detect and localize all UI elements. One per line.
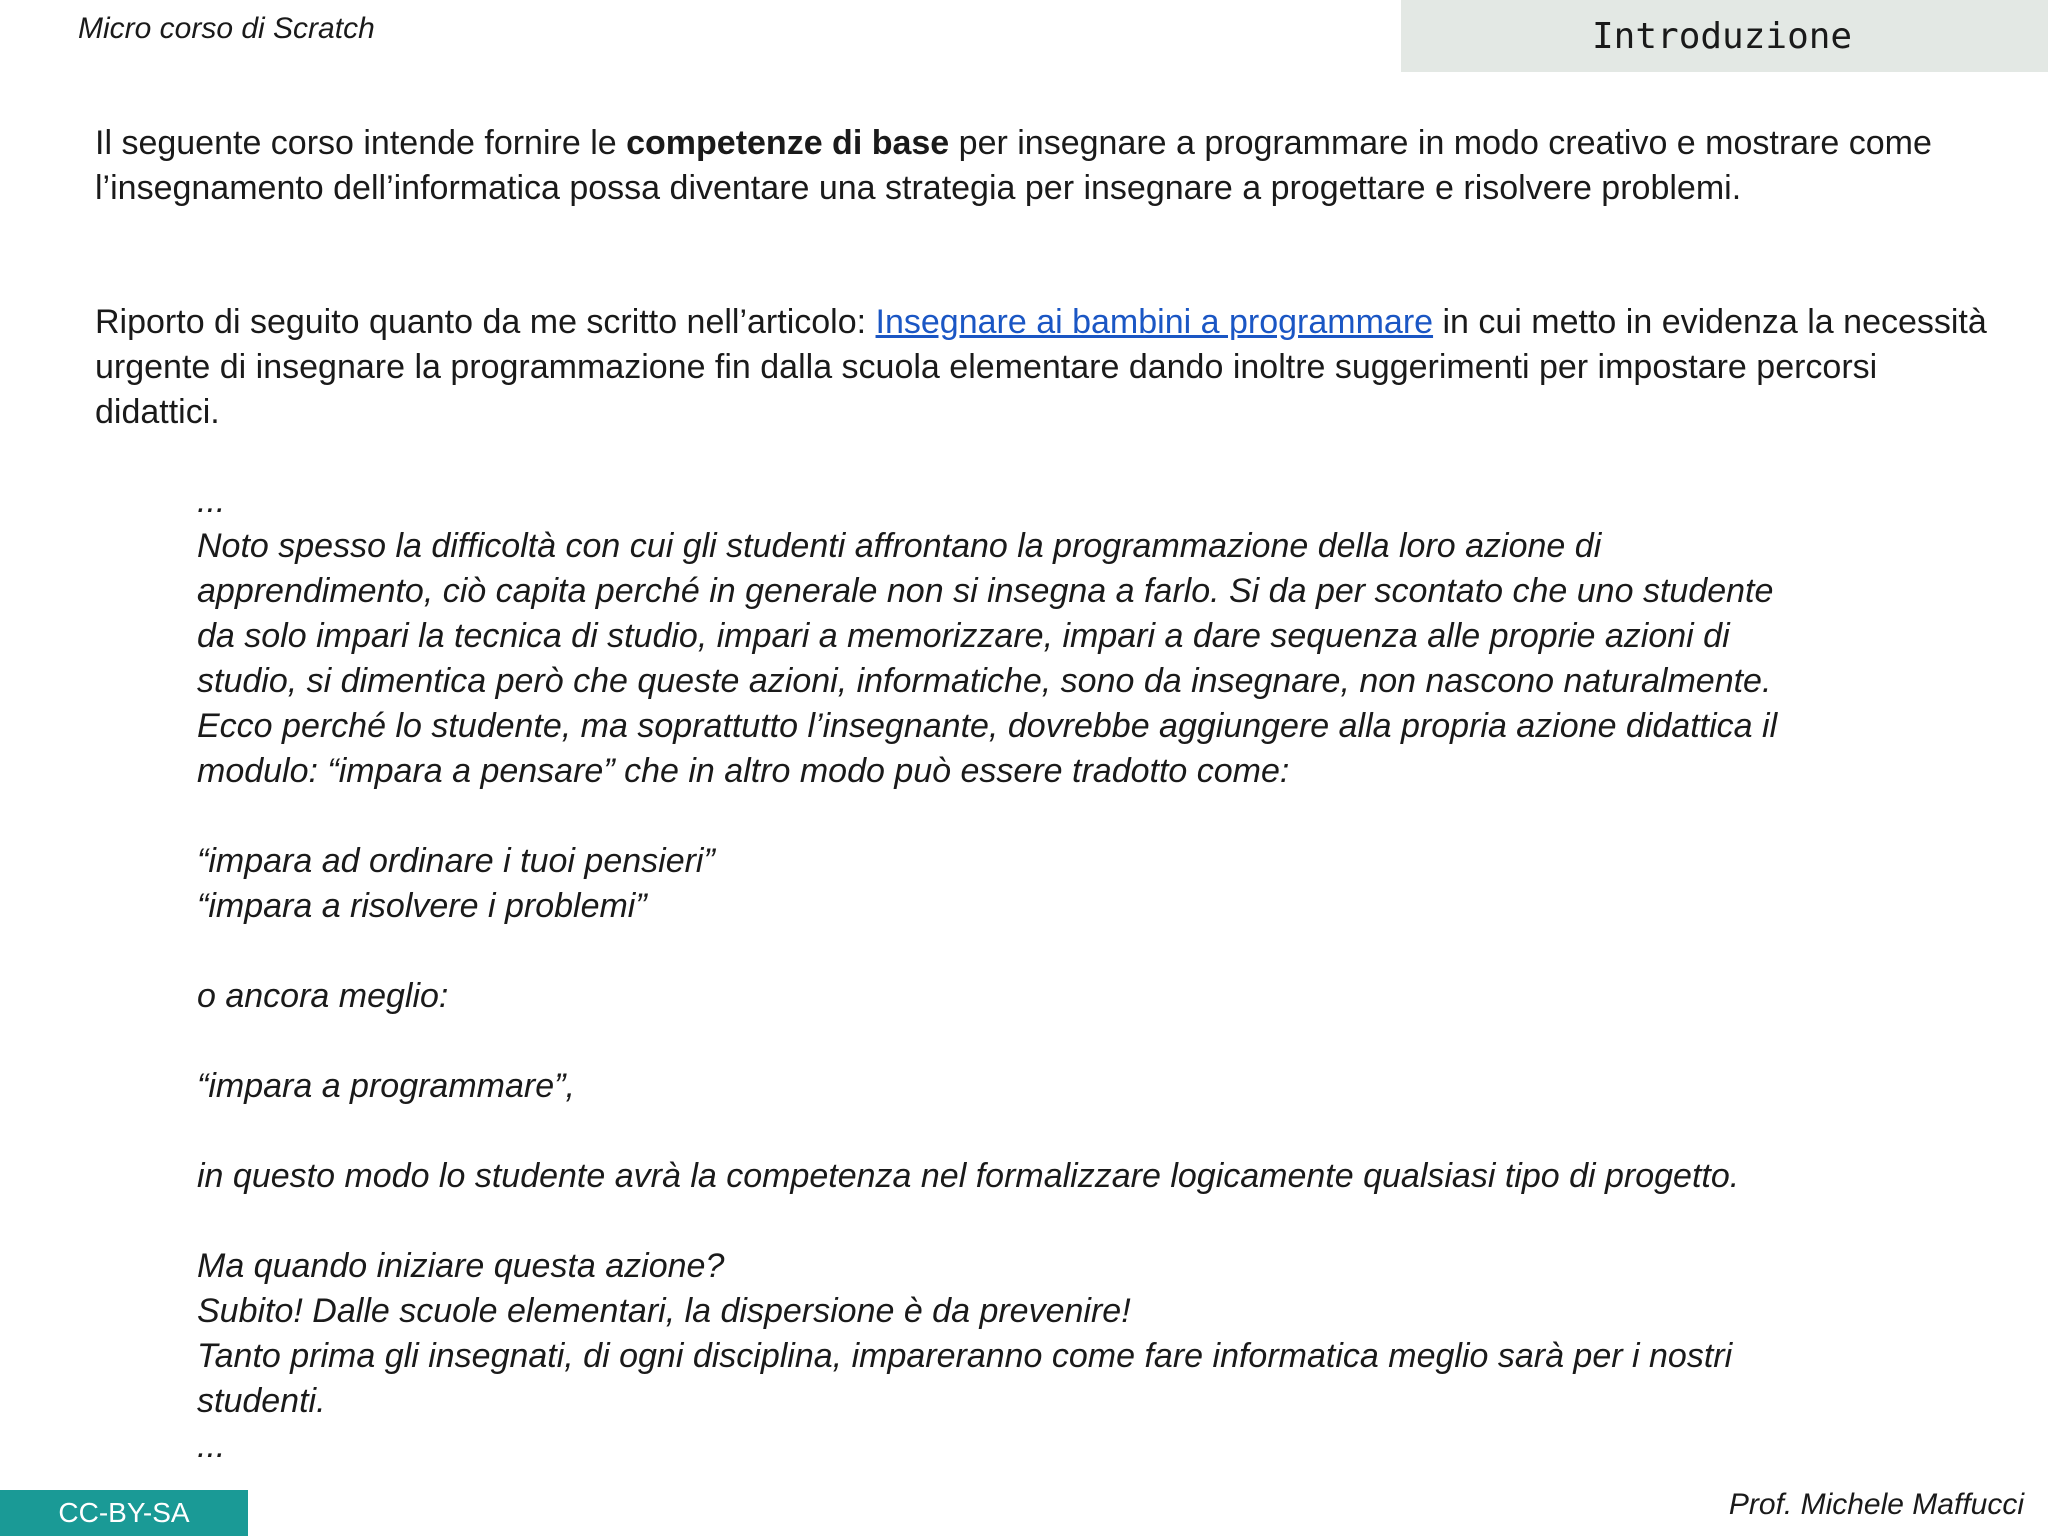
- quote-line: studenti.: [197, 1382, 326, 1420]
- author-name: Prof. Michele Maffucci: [1728, 1488, 2024, 1521]
- intro-text-end: per insegnare a programmare in modo creativo e mostrare come l’insegnamento dell’informatica possa diventare una strategia per insegnare a progettare e risolvere problemi.: [95, 124, 1932, 207]
- article-text-start: Riporto di seguito quanto da me scritto nell’articolo:: [95, 303, 876, 341]
- course-title: Micro corso di Scratch: [78, 12, 375, 45]
- quote-line: “impara a programmare”,: [197, 1067, 575, 1105]
- quote-line: ...: [197, 482, 226, 520]
- quote-line: “impara a risolvere i problemi”: [197, 887, 647, 925]
- quote-line: da solo impari la tecnica di studio, impari a memorizzare, impari a dare sequenza alle proprie azioni di: [197, 617, 1730, 655]
- article-link[interactable]: Insegnare ai bambini a programmare: [875, 303, 1434, 341]
- intro-paragraph: [95, 121, 1995, 211]
- quote-line: Ecco perché lo studente, ma soprattutto l’insegnante, dovrebbe aggiungere alla propria azione didattica il: [197, 707, 1778, 745]
- quote-line: o ancora meglio:: [197, 977, 449, 1015]
- quote-line: Ma quando iniziare questa azione?: [197, 1247, 725, 1285]
- quote-gap: [197, 794, 1997, 839]
- quote-line: Noto spesso la difficoltà con cui gli studenti affrontano la programmazione della loro azione di: [197, 527, 1602, 565]
- license-badge: CC-BY-SA: [0, 1490, 248, 1536]
- quote-gap: [197, 1109, 1997, 1154]
- quote-line: ...: [197, 1427, 226, 1465]
- quote-line: apprendimento, ciò capita perché in generale non si insegna a farlo. Si da per scontato che uno studente: [197, 572, 1774, 610]
- article-text-end: in cui metto in evidenza la necessità urgente di insegnare la programmazione fin dalla scuola elementare dando inoltre suggerimenti per impostare percorsi didattici.: [95, 303, 1987, 431]
- quote-gap: [197, 1199, 1997, 1244]
- quote-line: “impara ad ordinare i tuoi pensieri”: [197, 842, 715, 880]
- quote-line: modulo: “impara a pensare” che in altro modo può essere tradotto come:: [197, 752, 1290, 790]
- quote-gap: [197, 929, 1997, 974]
- intro-text-start: Il seguente corso intende fornire le: [95, 124, 627, 162]
- quote-line: Tanto prima gli insegnati, di ogni disciplina, impareranno come fare informatica meglio sarà per i nostri: [197, 1337, 1733, 1375]
- quote-line: Subito! Dalle scuole elementari, la dispersione è da prevenire!: [197, 1292, 1131, 1330]
- article-paragraph: [95, 300, 1995, 435]
- quote-line: studio, si dimentica però che queste azioni, informatiche, sono da insegnare, non nascono naturalmente.: [197, 662, 1772, 700]
- section-title: Introduzione: [1592, 16, 1853, 57]
- intro-bold-text: competenze di base: [626, 124, 950, 162]
- article-quote: [197, 479, 1997, 1469]
- quote-gap: [197, 1019, 1997, 1064]
- quote-line: in questo modo lo studente avrà la competenza nel formalizzare logicamente qualsiasi tipo di progetto.: [197, 1157, 1740, 1195]
